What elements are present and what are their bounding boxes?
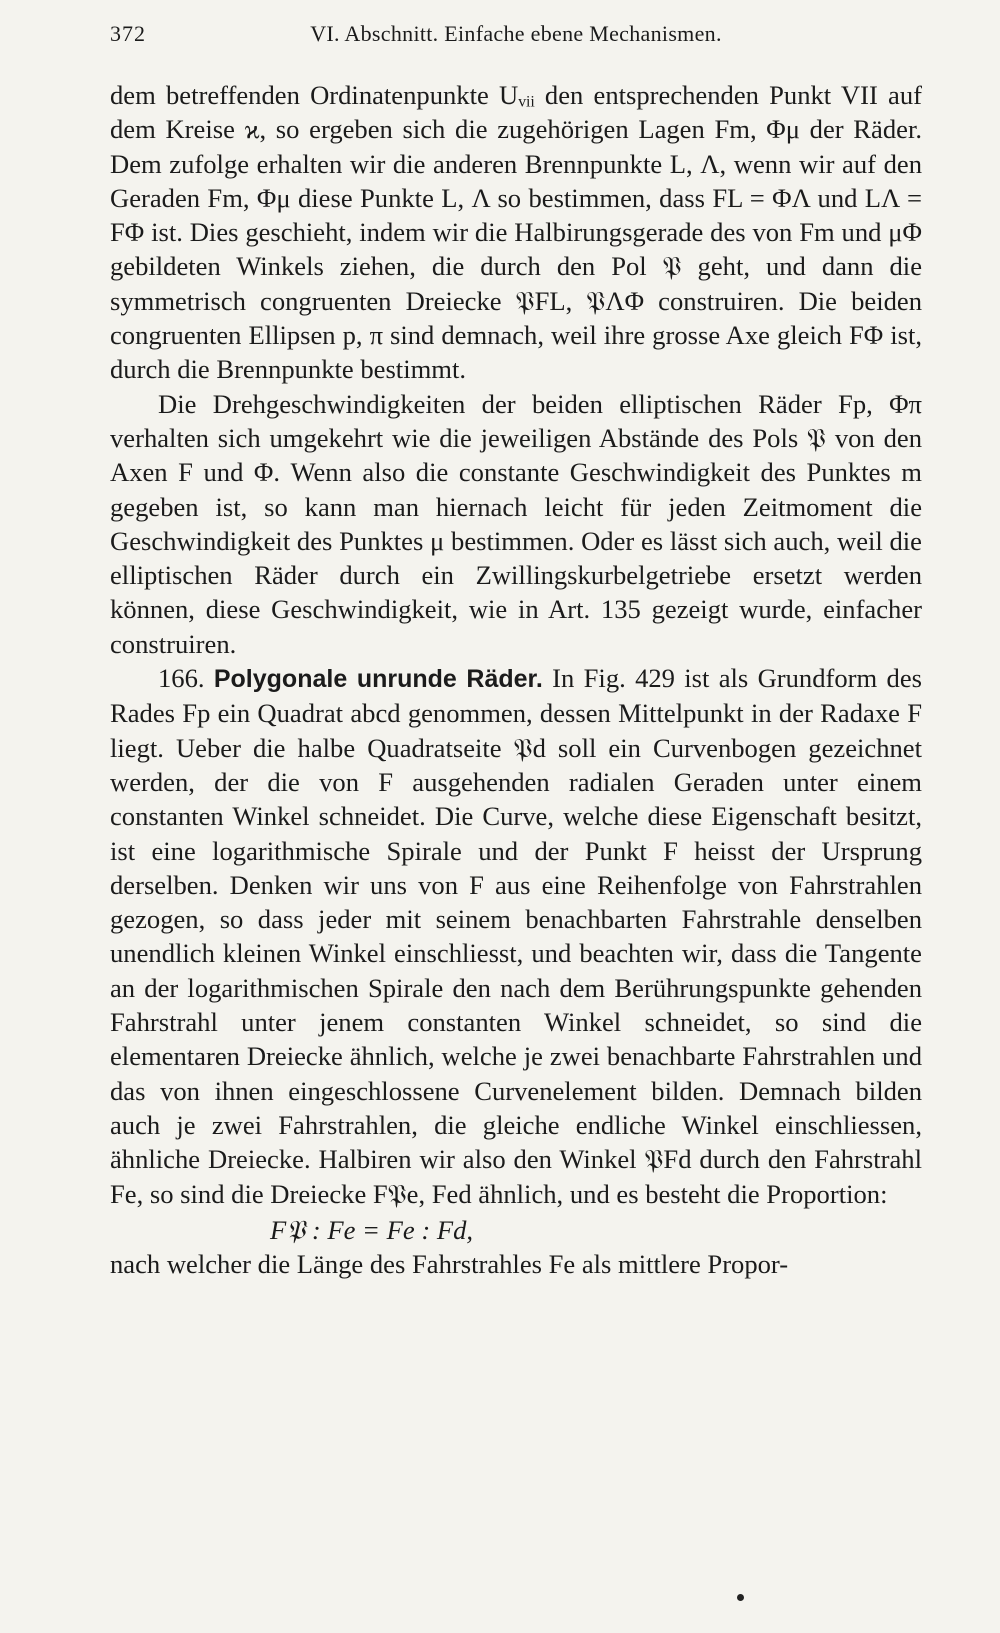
section-number: 166. <box>158 663 205 694</box>
page-header <box>110 14 922 54</box>
paragraph-continuation: dem betreffenden Ordinatenpunkte Uᵥᵢᵢ den entsprechenden Punkt VII auf dem Kreise ϰ, so ergeben sich die zugehörigen Lagen Fm, Φμ der Räder. Dem zufolge erhalten wir die anderen Brennpunkte L, Λ, wenn wir auf den Geraden Fm, Φμ diese Punkte L, Λ so bestimmen, dass FL = ΦΛ und LΛ = FΦ ist. Dies geschieht, indem wir die Halbirungsgerade des von Fm und μΦ gebildeten Winkels ziehen, die durch den Pol 𝔓 geht, und dann die symmetrisch congruenten Dreiecke 𝔓FL, 𝔓ΛΦ construiren. Die beiden congruenten Ellipsen p, π sind demnach, weil ihre grosse Axe gleich FΦ ist, durch die Brennpunkte bestimmt. <box>110 80 922 385</box>
page-number: 372 <box>110 21 146 46</box>
page-body <box>110 78 922 1281</box>
section-166-paragraph <box>110 661 922 1211</box>
stray-ink-dot <box>737 1594 744 1601</box>
proportion-equation: F𝔓 : Fe = Fe : Fd, <box>270 1214 474 1245</box>
running-title: VI. Abschnitt. Einfache ebene Mechanismen. <box>310 21 722 46</box>
paragraph-rotation-speeds: Die Drehgeschwindigkeiten der beiden elliptischen Räder Fp, Φπ verhalten sich umgekehrt wie die jeweiligen Abstände des Pols 𝔓 von den Axen F und Φ. Wenn also die constante Geschwindigkeit des Punktes m gegeben ist, so kann man hiernach leicht für jeden Zeitmoment die Geschwindigkeit des Punktes μ bestimmen. Oder es lässt sich auch, weil die elliptischen Räder durch ein Zwillingskurbelgetriebe ersetzt werden können, diese Geschwindigkeit, wie in Art. 135 gezeigt wurde, einfacher construiren. <box>110 388 922 659</box>
section-text: In Fig. 429 ist als Grundform des Rades Fp ein Quadrat abcd genommen, dessen Mittelpunkt in der Radaxe F liegt. Ueber die halbe Quadratseite 𝔓d soll ein Curvenbogen gezeichnet werden, der die von F ausgehenden radialen Geraden unter einem constanten Winkel schneidet. Die Curve, welche diese Eigenschaft besitzt, ist eine logarithmische Spirale und der Punkt F heisst der Ursprung derselben. Denken wir uns von F aus eine Reihenfolge von Fahrstrahlen gezogen, so dass jeder mit seinem benachbarten Fahrstrahle denselben unendlich kleinen Winkel einschliesst, und beachten wir, dass die Tangente an der logarithmischen Spirale den nach dem Berührungspunkte gehenden Fahrstrahl unter jenem constanten Winkel schneidet, so sind die elementaren Dreiecke ähnlich, welche je zwei benachbarte Fahrstrahlen und das von ihnen eingeschlossene Curvenelement bilden. Demnach bilden auch je zwei Fahrstrahlen, die gleiche endliche Winkel einschliessen, ähnliche Dreiecke. Halbiren wir also den Winkel 𝔓Fd durch den Fahrstrahl Fe, so sind die Dreiecke F𝔓e, Fed ähnlich, und es besteht die Proportion: <box>110 663 922 1209</box>
section-title: Polygonale unrunde Räder. <box>213 665 543 694</box>
closing-line: nach welcher die Länge des Fahrstrahles Fe als mittlere Propor- <box>110 1249 789 1280</box>
